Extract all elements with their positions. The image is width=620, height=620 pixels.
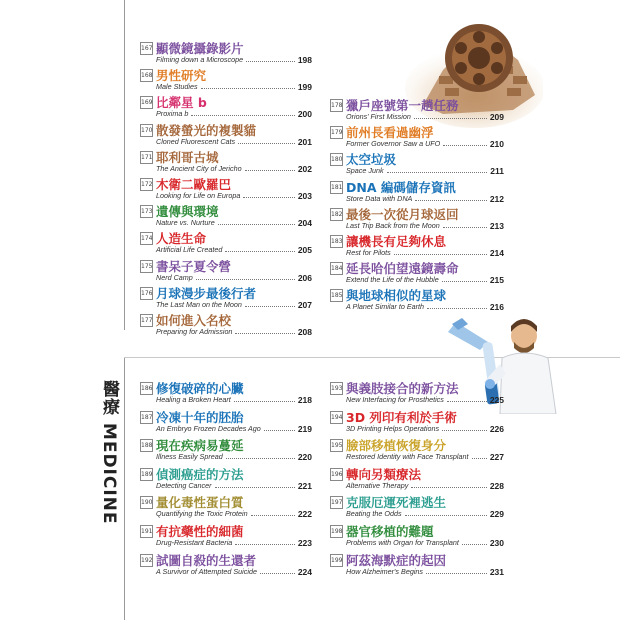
entry-number: 170 — [140, 124, 153, 137]
toc-entry[interactable] — [140, 438, 312, 464]
entry-title-zh: 克服厄運死裡逃生 — [346, 495, 447, 511]
entry-number: 181 — [330, 181, 343, 194]
leader-dots — [442, 281, 487, 282]
toc-entry[interactable] — [330, 467, 504, 493]
leader-dots — [405, 515, 487, 516]
leader-dots — [426, 573, 487, 574]
entry-title-en: Nature vs. Nurture — [156, 218, 215, 228]
entry-page-number: 207 — [297, 299, 312, 310]
entry-number: 194 — [330, 411, 343, 424]
entry-page-number: 214 — [489, 248, 504, 258]
entry-title-zh: DNA 編碼儲存資訊 — [346, 179, 456, 195]
toc-entry[interactable] — [330, 553, 504, 579]
entry-title-zh: 人造生命 — [156, 231, 207, 247]
entry-title-zh: 男性研究 — [156, 68, 207, 84]
entry-title-en: An Embryo Frozen Decades Ago — [156, 423, 261, 433]
toc-entry[interactable] — [330, 288, 504, 314]
leader-dots — [264, 430, 295, 431]
entry-title-en: Healing a Broken Heart — [156, 395, 231, 404]
leader-dots — [443, 227, 487, 228]
entry-page-number: 205 — [297, 245, 312, 256]
entry-page-number: 227 — [489, 452, 504, 463]
entry-title-zh: 比鄰星 b — [156, 95, 207, 111]
leader-dots — [245, 170, 295, 171]
leader-dots — [235, 333, 295, 334]
entry-title-en: Looking for Life on Europa — [156, 191, 241, 200]
entry-title-en: Drug-Resistant Bacteria — [156, 538, 233, 547]
entry-page-number: 213 — [489, 220, 504, 231]
entry-title-en: Nerd Camp — [156, 272, 193, 282]
entry-number: 172 — [140, 178, 153, 191]
leader-dots — [411, 487, 487, 488]
leader-dots — [196, 279, 295, 280]
entry-page-number: 201 — [297, 136, 312, 147]
entry-page-number: 230 — [489, 538, 504, 548]
entry-title-en: Proxima b — [156, 109, 189, 119]
toc-entry[interactable] — [140, 286, 312, 312]
entry-number: 174 — [140, 232, 153, 245]
entry-page-number: 226 — [489, 423, 504, 434]
toc-entry[interactable] — [140, 41, 312, 67]
entry-number: 196 — [330, 468, 343, 481]
entry-title-en: The Ancient City of Jericho — [156, 163, 242, 173]
entry-number: 191 — [140, 525, 153, 538]
toc-entry[interactable] — [140, 381, 312, 407]
entry-page-number: 215 — [489, 275, 504, 286]
entry-title-en: Preparing for Admission — [156, 327, 233, 336]
entry-number: 193 — [330, 382, 343, 395]
entry-title-en: Last Trip Back from the Moon — [346, 220, 440, 230]
toc-entry[interactable] — [330, 410, 504, 436]
leader-dots — [472, 458, 487, 459]
toc-entry[interactable] — [330, 524, 504, 550]
entry-title-en: Detecting Cancer — [156, 480, 212, 490]
entry-page-number: 229 — [489, 509, 504, 520]
entry-title-en: Filming down a Microscope — [156, 55, 244, 64]
entry-title-zh: 有抗藥性的細菌 — [156, 524, 244, 539]
entry-title-zh: 阿茲海默症的起因 — [346, 552, 447, 568]
entry-title-en: The Last Man on the Moon — [156, 299, 242, 309]
toc-entry[interactable] — [140, 467, 312, 493]
entry-title-en: 3D Printing Helps Operations — [346, 423, 440, 433]
leader-dots — [201, 88, 295, 89]
entry-title-en: Extend the Life of the Hubble — [346, 275, 439, 285]
entry-page-number: 202 — [297, 163, 312, 174]
entry-title-zh: 讓機長有足夠休息 — [346, 234, 447, 249]
entry-number: 184 — [330, 262, 343, 275]
leader-dots — [225, 251, 295, 252]
toc-entry[interactable] — [140, 68, 312, 94]
entry-page-number: 198 — [297, 55, 312, 65]
entry-title-zh: 器官移植的難題 — [346, 524, 434, 539]
entry-page-number: 223 — [297, 538, 312, 548]
toc-entry[interactable] — [330, 180, 504, 206]
entry-title-zh: 偵測癌症的方法 — [156, 466, 244, 482]
leader-dots — [443, 145, 487, 146]
entry-page-number: 225 — [489, 395, 504, 405]
entry-title-en: Artificial Life Created — [156, 245, 223, 255]
toc-entry[interactable] — [140, 524, 312, 550]
entry-title-en: Alternative Therapy — [346, 480, 409, 490]
entry-title-zh: 轉向另類療法 — [346, 466, 422, 482]
entry-number: 173 — [140, 205, 153, 218]
entry-title-en: Quantifying the Toxic Protein — [156, 509, 248, 519]
toc-entry[interactable] — [140, 259, 312, 285]
entry-page-number: 220 — [297, 452, 312, 463]
toc-entry[interactable] — [140, 95, 312, 121]
toc-entry[interactable] — [330, 261, 504, 287]
leader-dots — [251, 515, 295, 516]
entry-number: 182 — [330, 208, 343, 221]
leader-dots — [427, 308, 487, 309]
entry-title-zh: 量化毒性蛋白質 — [156, 495, 244, 511]
entry-number: 185 — [330, 289, 343, 302]
entry-page-number: 203 — [297, 191, 312, 201]
entry-title-en: A Survivor of Attempted Suicide — [156, 566, 257, 576]
entry-number: 180 — [330, 153, 343, 166]
entry-number: 179 — [330, 126, 343, 139]
entry-title-zh: 最後一次從月球返回 — [346, 206, 459, 222]
entry-page-number: 216 — [489, 302, 504, 313]
entry-number: 199 — [330, 554, 343, 567]
entry-page-number: 228 — [489, 480, 504, 491]
toc-entry[interactable] — [140, 204, 312, 230]
entry-title-zh: 現在疾病易蔓延 — [156, 438, 244, 454]
toc-entry[interactable] — [330, 125, 504, 151]
entry-number: 187 — [140, 411, 153, 424]
toc-entry[interactable] — [140, 231, 312, 257]
section-label-medicine: 醫療 MEDICINE — [99, 380, 119, 525]
entry-number: 183 — [330, 235, 343, 248]
toc-entry[interactable] — [330, 438, 504, 464]
toc-entry[interactable] — [330, 98, 504, 124]
entry-title-en: Illness Easily Spread — [156, 452, 223, 462]
entry-number: 192 — [140, 554, 153, 567]
entry-title-zh: 3D 列印有利於手術 — [346, 409, 457, 425]
entry-number: 198 — [330, 525, 343, 538]
leader-dots — [243, 197, 295, 198]
entry-title-en: A Planet Similar to Earth — [346, 302, 425, 312]
entry-title-zh: 前州長看過幽浮 — [346, 125, 434, 141]
toc-entry[interactable] — [140, 150, 312, 176]
leader-dots — [245, 306, 295, 307]
entry-page-number: 231 — [489, 566, 504, 577]
entry-number: 195 — [330, 439, 343, 452]
leader-dots — [462, 544, 487, 545]
entry-title-en: Store Data with DNA — [346, 193, 413, 203]
entry-title-zh: 修復破碎的心臟 — [156, 381, 244, 396]
entry-page-number: 209 — [489, 112, 504, 122]
entry-number: 175 — [140, 260, 153, 273]
entry-title-zh: 月球漫步最後行者 — [156, 285, 257, 301]
entry-page-number: 199 — [297, 82, 312, 93]
entry-number: 169 — [140, 96, 153, 109]
entry-title-zh: 臉部移植恢復身分 — [346, 438, 447, 454]
entry-title-zh: 木衛二歐羅巴 — [156, 177, 232, 192]
leader-dots — [226, 458, 295, 459]
entry-number: 189 — [140, 468, 153, 481]
leader-dots — [246, 61, 295, 62]
entry-title-en: Problems with Organ for Transplant — [346, 538, 459, 547]
entry-title-zh: 與義肢接合的新方法 — [346, 381, 459, 396]
toc-entry[interactable] — [330, 152, 504, 178]
entry-page-number: 224 — [297, 566, 312, 577]
entry-title-zh: 獵戶座號第一趟任務 — [346, 98, 459, 113]
toc-entry[interactable] — [330, 207, 504, 233]
entry-page-number: 212 — [489, 193, 504, 204]
toc-entry[interactable] — [140, 177, 312, 203]
entry-title-zh: 耶利哥古城 — [156, 149, 219, 165]
entry-number: 171 — [140, 151, 153, 164]
entry-number: 167 — [140, 42, 153, 55]
entry-title-zh: 延長哈伯望遠鏡壽命 — [346, 261, 459, 277]
entry-page-number: 219 — [297, 423, 312, 434]
leader-dots — [387, 172, 487, 173]
entry-title-zh: 冷凍十年的胚胎 — [156, 409, 244, 425]
toc-entry[interactable] — [140, 495, 312, 521]
leader-dots — [191, 115, 295, 116]
leader-dots — [238, 143, 295, 144]
leader-dots — [218, 224, 295, 225]
entry-page-number: 218 — [297, 395, 312, 405]
leader-dots — [442, 430, 487, 431]
toc-entry[interactable] — [140, 313, 312, 339]
toc-entry[interactable] — [140, 123, 312, 149]
entry-title-zh: 太空垃圾 — [346, 152, 397, 168]
leader-dots — [394, 254, 487, 255]
entry-number: 168 — [140, 69, 153, 82]
entry-page-number: 204 — [297, 218, 312, 229]
entry-page-number: 221 — [297, 480, 312, 491]
entry-page-number: 208 — [297, 327, 312, 337]
bottom-divider-line — [124, 357, 125, 620]
toc-entry[interactable] — [140, 410, 312, 436]
entry-page-number: 222 — [297, 509, 312, 520]
entry-page-number: 200 — [297, 109, 312, 120]
entry-page-number: 210 — [489, 139, 504, 150]
entry-number: 186 — [140, 382, 153, 395]
entry-title-zh: 試圖自殺的生還者 — [156, 552, 257, 568]
entry-title-en: Former Governor Saw a UFO — [346, 139, 441, 149]
entry-title-en: Beating the Odds — [346, 509, 402, 519]
entry-title-zh: 散發螢光的複製貓 — [156, 122, 257, 138]
entry-title-zh: 顯微鏡攝錄影片 — [156, 41, 244, 56]
entry-number: 178 — [330, 99, 343, 112]
entry-number: 177 — [140, 314, 153, 327]
toc-entry[interactable] — [330, 381, 504, 407]
leader-dots — [234, 401, 295, 402]
entry-title-en: Orions' First Mission — [346, 112, 411, 121]
entry-title-zh: 與地球相似的星球 — [346, 288, 447, 304]
entry-page-number: 211 — [490, 166, 504, 177]
toc-entry[interactable] — [330, 234, 504, 260]
leader-dots — [415, 200, 487, 201]
entry-title-en: Rest for Pilots — [346, 248, 391, 257]
entry-title-zh: 如何進入名校 — [156, 313, 232, 328]
entry-title-en: Cloned Fluorescent Cats — [156, 136, 236, 146]
entry-number: 197 — [330, 496, 343, 509]
entry-title-zh: 書呆子夏令營 — [156, 258, 232, 274]
entry-title-en: Space Junk — [346, 166, 384, 176]
leader-dots — [235, 544, 295, 545]
entry-title-en: New Interfacing for Prosthetics — [346, 395, 444, 404]
entry-title-zh: 遺傳與環境 — [156, 204, 219, 220]
entry-page-number: 206 — [297, 272, 312, 283]
entry-title-en: Restored Identity with Face Transplant — [346, 452, 469, 462]
entry-title-en: Male Studies — [156, 82, 198, 92]
top-divider-line — [124, 0, 125, 330]
leader-dots — [260, 573, 295, 574]
entry-number: 188 — [140, 439, 153, 452]
leader-dots — [447, 401, 487, 402]
entry-title-en: How Alzheimer's Begins — [346, 566, 424, 576]
entry-number: 176 — [140, 287, 153, 300]
leader-dots — [215, 487, 295, 488]
entry-number: 190 — [140, 496, 153, 509]
toc-entry[interactable] — [140, 553, 312, 579]
toc-entry[interactable] — [330, 495, 504, 521]
leader-dots — [414, 118, 487, 119]
